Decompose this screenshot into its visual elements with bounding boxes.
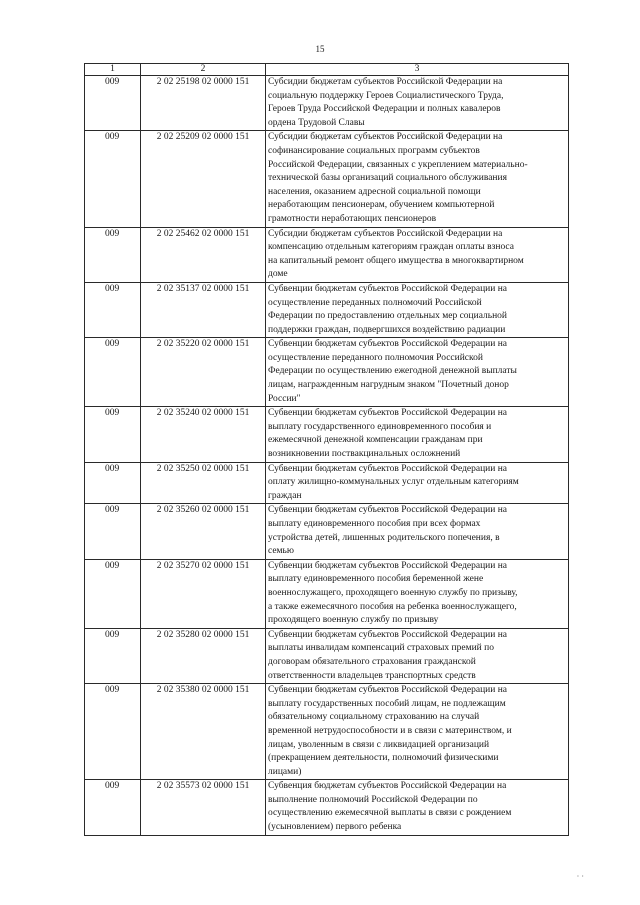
description-line: договорам обязательного страхования гражданской — [268, 656, 476, 667]
description-line: компенсацию отдельным категориям граждан оплаты взноса — [268, 242, 514, 253]
table-row — [85, 684, 569, 780]
description-line: а также ежемесячного пособия на ребенка военнослужащего, — [268, 601, 517, 612]
row-kbk-cell: 2 02 35270 02 0000 151 — [141, 559, 266, 628]
row-code-cell: 009 — [85, 338, 141, 407]
table-row — [85, 628, 569, 683]
row-description-cell — [266, 76, 569, 131]
description-line: выполнение полномочий Российской Федерации по — [268, 794, 478, 805]
row-kbk-cell: 2 02 35260 02 0000 151 — [141, 504, 266, 559]
description-line: России" — [268, 393, 301, 404]
description-line: устройства детей, лишенных родительского попечения, в — [268, 532, 500, 543]
description-line: населения, оказанием адресной социальной помощи — [268, 186, 481, 197]
description-line: Федерации по осуществлению ежегодной денежной выплаты — [268, 366, 517, 377]
row-description-cell — [266, 462, 569, 504]
budget-table — [84, 63, 569, 836]
description-line: Субвенция бюджетам субъектов Российской Федерации на — [268, 781, 507, 792]
table-row — [85, 504, 569, 559]
row-kbk-cell: 2 02 35137 02 0000 151 — [141, 282, 266, 337]
row-code-cell: 009 — [85, 131, 141, 227]
description-line: на капитальный ремонт общего имущества в многоквартирном — [268, 255, 524, 266]
description-line: лицам, награжденным нагрудным знаком "Почетный донор — [268, 380, 509, 391]
description-line: Субвенции бюджетам субъектов Российской Федерации на — [268, 629, 508, 640]
row-description-cell — [266, 227, 569, 282]
description-line: выплату государственных пособий лицам, не подлежащим — [268, 698, 506, 709]
description-line: осуществление переданного полномочия Российской — [268, 352, 483, 363]
row-description-cell — [266, 131, 569, 227]
row-description-cell — [266, 684, 569, 780]
description-line: (прекращением деятельности, полномочий физическими — [268, 753, 499, 764]
description-line: временной нетрудоспособности и в связи с материнством, и — [268, 725, 512, 736]
description-line: Субвенции бюджетам субъектов Российской Федерации на — [268, 339, 508, 350]
row-kbk-cell: 2 02 35380 02 0000 151 — [141, 684, 266, 780]
description-line: поддержки граждан, подвергшихся воздействию радиации — [268, 324, 506, 335]
description-line: технической базы организаций социального обслуживания — [268, 173, 507, 184]
description-line: лицам, уволенным в связи с ликвидацией организаций — [268, 739, 490, 750]
description-line: осуществлению ежемесячной выплаты в связи с рождением — [268, 808, 512, 819]
description-line: Федерации по предоставлению отдельных мер социальной — [268, 311, 507, 322]
row-kbk-cell: 2 02 25462 02 0000 151 — [141, 227, 266, 282]
table-row — [85, 131, 569, 227]
description-line: Героев Труда Российской Федерации и полных кавалеров — [268, 104, 501, 115]
description-line: Субвенции бюджетам субъектов Российской Федерации на — [268, 505, 508, 516]
row-code-cell: 009 — [85, 76, 141, 131]
description-line: лицами) — [268, 766, 302, 777]
description-line: граждан — [268, 490, 302, 501]
row-description-cell — [266, 559, 569, 628]
row-code-cell: 009 — [85, 407, 141, 462]
row-description-cell — [266, 628, 569, 683]
header-col-3: 3 — [266, 64, 569, 76]
table-row — [85, 76, 569, 131]
description-line: семью — [268, 546, 294, 557]
description-line: Субсидии бюджетам субъектов Российской Федерации на — [268, 77, 503, 87]
description-line: Российской Федерации, связанных с укреплением материально- — [268, 159, 528, 170]
description-line: грамотности неработающих пенсионеров — [268, 213, 437, 224]
description-line: Субвенции бюджетам субъектов Российской Федерации на — [268, 408, 508, 419]
row-kbk-cell: 2 02 35280 02 0000 151 — [141, 628, 266, 683]
table-row — [85, 559, 569, 628]
row-code-cell: 009 — [85, 559, 141, 628]
row-description-cell — [266, 282, 569, 337]
description-line: неработающим пенсионерам, обучением компьютерной — [268, 200, 495, 211]
row-description-cell — [266, 504, 569, 559]
table-row — [85, 407, 569, 462]
row-kbk-cell: 2 02 35240 02 0000 151 — [141, 407, 266, 462]
description-line: обязательному социальному страхованию на случай — [268, 712, 480, 723]
description-line: доме — [268, 269, 288, 280]
description-line: ежемесячной денежной компенсации гражданам при — [268, 435, 483, 446]
row-code-cell: 009 — [85, 504, 141, 559]
row-description-cell — [266, 407, 569, 462]
row-code-cell: 009 — [85, 462, 141, 504]
description-line: Субвенции бюджетам субъектов Российской Федерации на — [268, 463, 508, 474]
description-line: выплату единовременного пособия беременной жене — [268, 574, 484, 585]
row-code-cell: 009 — [85, 684, 141, 780]
description-line: выплату единовременного пособия при всех формах — [268, 519, 481, 529]
description-line: Субсидии бюджетам субъектов Российской Федерации на — [268, 132, 503, 143]
table-row — [85, 227, 569, 282]
table-row — [85, 282, 569, 337]
header-col-2: 2 — [141, 64, 266, 76]
row-kbk-cell: 2 02 25209 02 0000 151 — [141, 131, 266, 227]
description-line: выплату государственного единовременного пособия и — [268, 421, 492, 432]
row-code-cell: 009 — [85, 780, 141, 835]
header-col-1: 1 — [85, 64, 141, 76]
description-line: Субвенции бюджетам субъектов Российской Федерации на — [268, 283, 508, 294]
description-line: ордена Трудовой Славы — [268, 117, 365, 128]
row-kbk-cell: 2 02 35573 02 0000 151 — [141, 780, 266, 835]
row-description-cell — [266, 780, 569, 835]
description-line: софинансирование социальных программ субъектов — [268, 145, 480, 156]
row-code-cell: 009 — [85, 628, 141, 683]
row-kbk-cell: 2 02 35250 02 0000 151 — [141, 462, 266, 504]
description-line: Субвенции бюджетам субъектов Российской Федерации на — [268, 560, 508, 571]
table-header-row — [85, 64, 569, 76]
description-line: выплаты инвалидам компенсаций страховых премий по — [268, 643, 494, 654]
description-line: осуществление переданных полномочий Российской — [268, 297, 482, 308]
table-row — [85, 780, 569, 835]
description-line: проходящего военную службу по призыву — [268, 615, 439, 626]
description-line: возникновении поствакцинальных осложнений — [268, 449, 461, 460]
description-line: военнослужащего, проходящего военную службу по призыву, — [268, 587, 518, 598]
row-code-cell: 009 — [85, 282, 141, 337]
row-kbk-cell: 2 02 25198 02 0000 151 — [141, 76, 266, 131]
table-row — [85, 338, 569, 407]
row-kbk-cell: 2 02 35220 02 0000 151 — [141, 338, 266, 407]
description-line: ответственности владельцев транспортных средств — [268, 670, 476, 681]
row-description-cell — [266, 338, 569, 407]
description-line: Субвенции бюджетам субъектов Российской Федерации на — [268, 685, 508, 696]
row-code-cell: 009 — [85, 227, 141, 282]
description-line: (усыновлением) первого ребенка — [268, 822, 402, 833]
description-line: Субсидии бюджетам субъектов Российской Федерации на — [268, 228, 503, 239]
page-number: 15 — [315, 44, 325, 54]
table-row — [85, 462, 569, 504]
description-line: социальную поддержку Героев Социалистического Труда, — [268, 90, 504, 101]
description-line: оплату жилищно-коммунальных услуг отдельным категориям — [268, 477, 519, 488]
corner-mark: · · — [576, 872, 584, 881]
